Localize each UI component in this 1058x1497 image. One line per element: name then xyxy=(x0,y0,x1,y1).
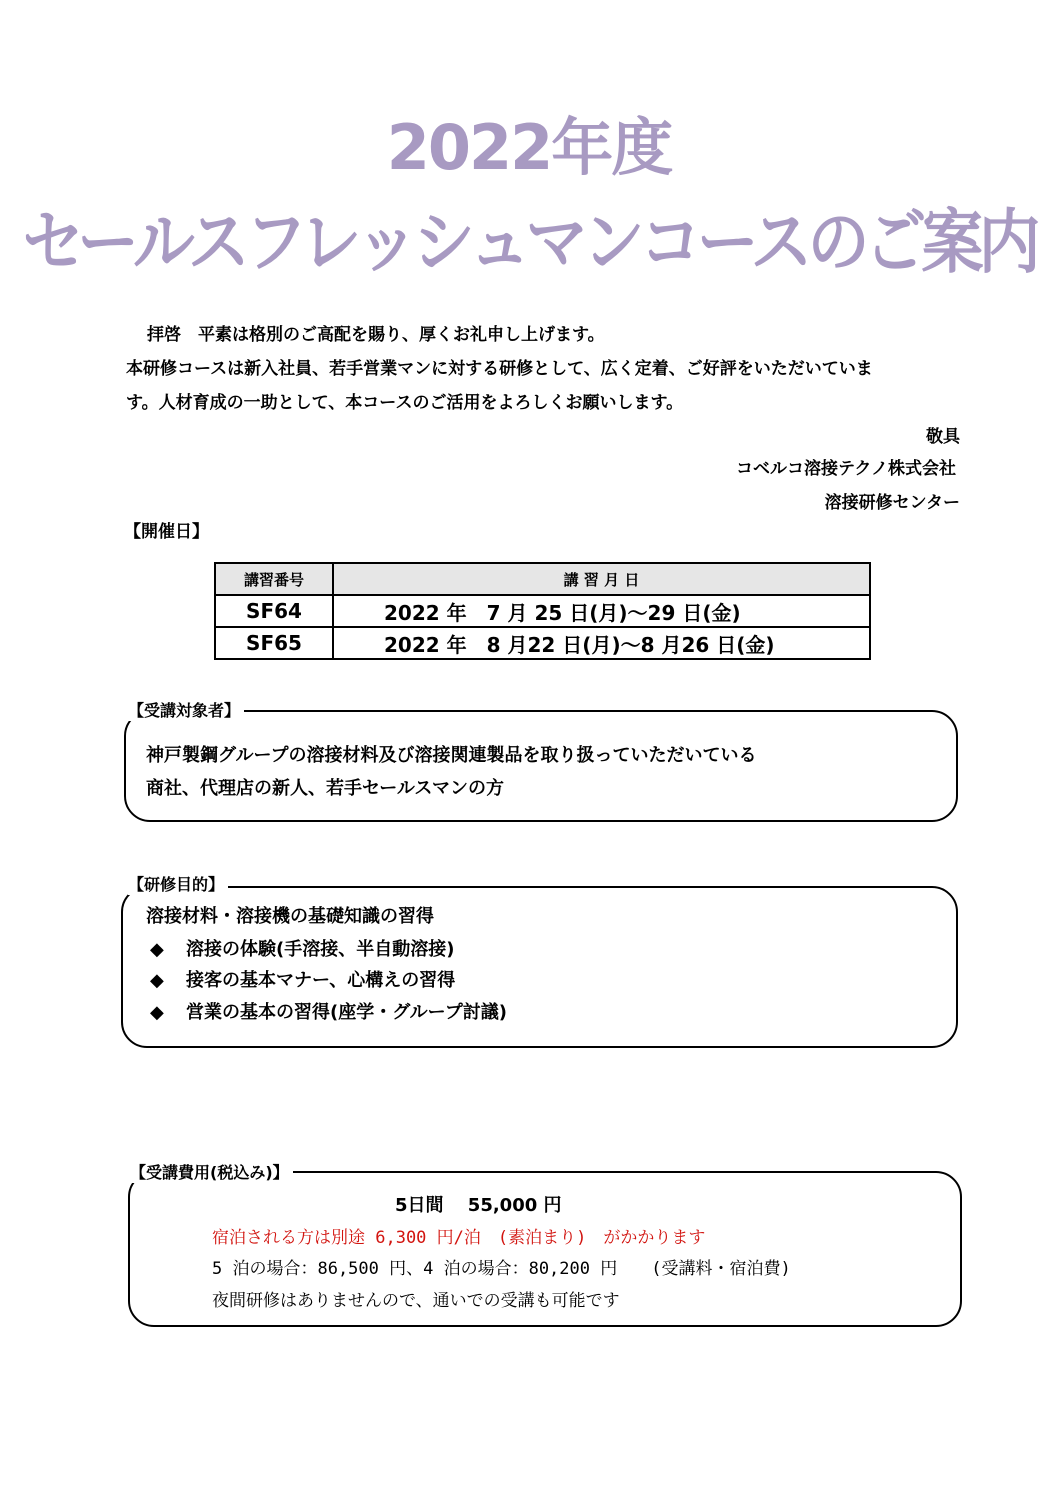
fee-label: 【受講費用(税込み)】 xyxy=(130,1160,293,1183)
header-course-date: 講 習 月 日 xyxy=(333,563,870,595)
table-header-row xyxy=(215,563,870,595)
target-audience-label: 【受講対象者】 xyxy=(128,698,244,721)
intro-line-2: 本研修コースは新入社員、若手営業マンに対する研修として、広く定着、ご好評をいただいていま xyxy=(126,359,873,379)
page-title-year: 2022年度 xyxy=(386,111,672,184)
header-course-number: 講習番号 xyxy=(215,563,333,595)
course-number-cell: SF65 xyxy=(215,627,333,659)
package-price: 5 泊の場合：86,500 円、4 泊の場合：80,200 円 (受講料・宿泊費) xyxy=(212,1259,791,1279)
diamond-bullet-icon: ◆ xyxy=(150,939,164,960)
purpose-label: 【研修目的】 xyxy=(128,872,228,895)
list-item xyxy=(150,935,454,961)
purpose-item-text: 接客の基本マナー、心構えの習得 xyxy=(186,970,456,991)
diamond-bullet-icon: ◆ xyxy=(150,970,164,991)
lodging-note: 宿泊される方は別途 6,300 円/泊 (素泊まり) がかかります xyxy=(212,1228,706,1248)
list-item xyxy=(150,966,455,992)
fee-main-price: 5日間 55,000 円 xyxy=(395,1195,562,1216)
course-date-cell: 2022 年 8 月22 日(月)～8 月26 日(金) xyxy=(333,627,870,659)
schedule-heading: 【開催日】 xyxy=(124,522,209,542)
target-audience-line-1: 神戸製鋼グループの溶接材料及び溶接関連製品を取り扱っていただいている xyxy=(146,745,757,766)
diamond-bullet-icon: ◆ xyxy=(150,1002,164,1023)
course-date-cell: 2022 年 7 月 25 日(月)～29 日(金) xyxy=(333,595,870,627)
greeting-line: 拝啓 平素は格別のご高配を賜り、厚くお礼申し上げます。 xyxy=(147,325,605,345)
closing-word: 敬具 xyxy=(926,427,960,447)
intro-line-3: す。人材育成の一助として、本コースのご活用をよろしくお願いします。 xyxy=(126,393,684,413)
purpose-item-text: 溶接の体験(手溶接、半自動溶接) xyxy=(186,939,455,960)
course-number-cell: SF64 xyxy=(215,595,333,627)
company-name: コベルコ溶接テクノ株式会社 xyxy=(736,459,956,479)
department-name: 溶接研修センター xyxy=(824,493,960,513)
list-item xyxy=(150,998,507,1024)
table-row xyxy=(215,627,870,659)
page-title: セールスフレッシュマンコースのご案内 xyxy=(22,200,1036,283)
table-row xyxy=(215,595,870,627)
commute-note: 夜間研修はありませんので、通いでの受講も可能です xyxy=(212,1291,620,1311)
purpose-intro: 溶接材料・溶接機の基礎知識の習得 xyxy=(146,906,434,927)
schedule-table xyxy=(214,562,871,660)
target-audience-line-2: 商社、代理店の新人、若手セールスマンの方 xyxy=(146,778,505,799)
purpose-item-text: 営業の基本の習得(座学・グループ討議) xyxy=(186,1002,508,1023)
